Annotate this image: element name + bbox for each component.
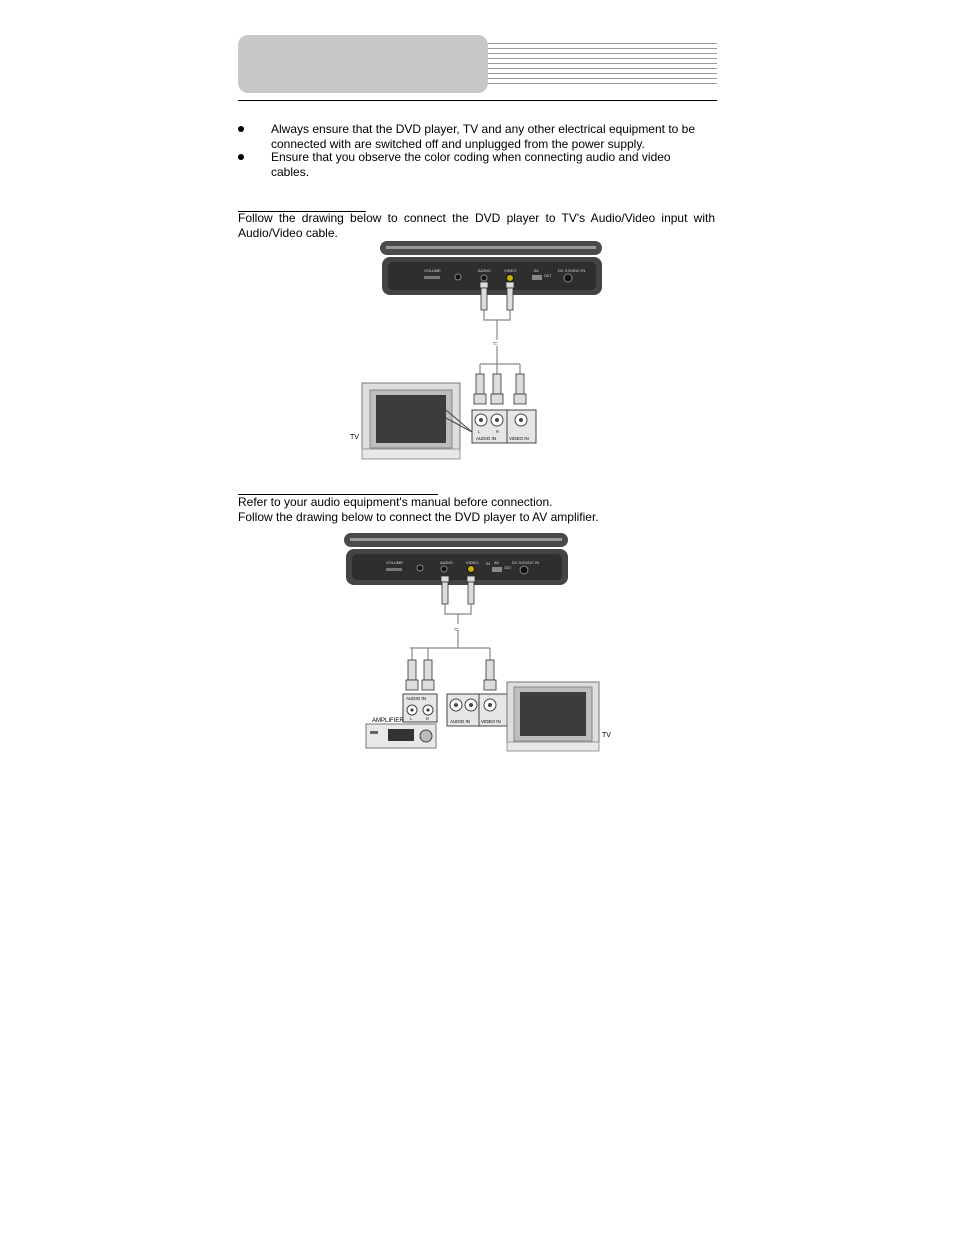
amplifier-connection-diagram [340, 532, 620, 754]
amp-jack-r-label: R [426, 716, 429, 721]
jack-l-label: L [478, 429, 481, 434]
svg-text:≈: ≈ [454, 625, 459, 634]
dc-in-label: DC 9.5V/DC IN [558, 268, 586, 273]
amp-audio-in-label: AUDIO IN [406, 696, 427, 701]
tv-label: TV [602, 732, 611, 739]
chapter-header-box [238, 35, 488, 93]
audio-port-label: AUDIO [478, 268, 491, 273]
bullet-dot-icon [238, 126, 244, 132]
header-rule [238, 100, 717, 101]
tv-audio-in-label: AUDIO IN [450, 719, 471, 724]
tv-video-in-label: VIDEO IN [481, 719, 501, 724]
volume-label: VOLUME [424, 268, 441, 273]
bullet-text: Always ensure that the DVD player, TV and any other electrical equipment to be connected with are switched off and unplugged from the power supply. [271, 122, 696, 151]
audio-in-label: AUDIO IN [476, 436, 497, 441]
in-label: IN [486, 561, 490, 566]
amplifier-label: AMPLIFIER [372, 718, 404, 724]
header-decorative-lines [488, 43, 717, 85]
video-port-label: VIDEO [466, 560, 479, 565]
amp-jack-l-label: L [410, 716, 413, 721]
av-label: AV [534, 268, 540, 273]
audio-port-label: AUDIO [440, 560, 453, 565]
tv-connection-diagram [350, 240, 610, 462]
out-label: OUT [544, 274, 552, 278]
amp-section-line1: Refer to your audio equipment's manual before connection. [238, 495, 553, 509]
video-in-label: VIDEO IN [509, 436, 529, 441]
bullet-dot-icon [238, 154, 244, 160]
bullet-item [238, 122, 718, 151]
video-port-label: VIDEO [504, 268, 517, 273]
volume-label: VOLUME [386, 560, 403, 565]
tv-label: TV [350, 434, 359, 441]
amp-section-line2: Follow the drawing below to connect the DVD player to AV amplifier. [238, 510, 599, 524]
out-label: OUT [504, 566, 512, 570]
tv-section-text: Follow the drawing below to connect the DVD player to TV's Audio/Video input with Audio/Video cable. [238, 211, 715, 240]
av-label: AV [494, 560, 500, 565]
bullet-item [238, 150, 718, 179]
jack-r-label: R [496, 429, 499, 434]
svg-text:≈: ≈ [493, 339, 498, 348]
dc-in-label: DC 9.5V/DC IN [512, 560, 540, 565]
bullet-text: Ensure that you observe the color coding when connecting audio and video cables. [271, 150, 671, 179]
